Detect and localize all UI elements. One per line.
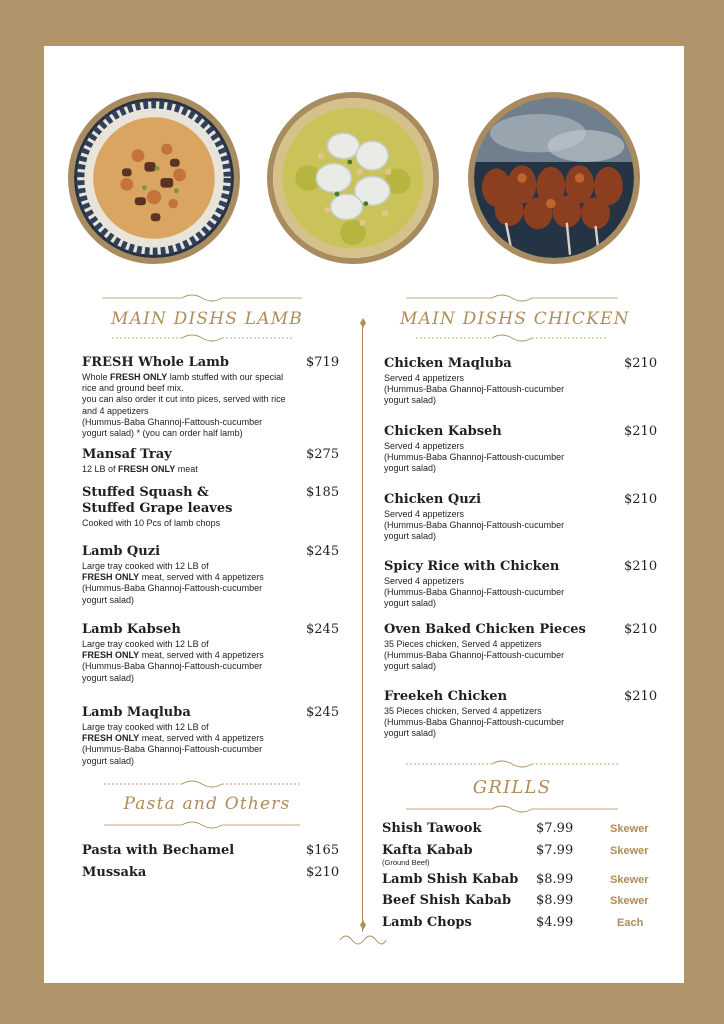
description-line: you can also order it cut into pices, served with rice bbox=[82, 394, 286, 405]
pasta-bottom-ornament-icon bbox=[104, 819, 300, 831]
lamb-item bbox=[82, 355, 302, 439]
item-price: $4.99 bbox=[536, 915, 574, 930]
item-name: Lamb Quzi bbox=[82, 544, 161, 559]
item-unit: Skewer bbox=[610, 895, 649, 907]
description-line: yogurt salad) bbox=[384, 728, 437, 739]
lamb-item bbox=[82, 622, 302, 684]
item-name: Lamb Kabseh bbox=[82, 622, 181, 637]
item-description bbox=[82, 518, 302, 529]
item-price: $8.99 bbox=[536, 893, 574, 908]
description-line: FRESH ONLY meat, served with 4 appetizers bbox=[82, 733, 264, 744]
item-name: Spicy Rice with Chicken bbox=[384, 559, 560, 574]
description-line: rice and ground beef mix. bbox=[82, 383, 184, 394]
divider-bottom-finial-icon bbox=[356, 918, 370, 930]
lamb-item bbox=[82, 485, 302, 529]
item-price: $245 bbox=[306, 622, 340, 637]
menu-page bbox=[44, 46, 684, 983]
item-name: Chicken Kabseh bbox=[384, 424, 502, 439]
divider-top-finial-icon bbox=[356, 318, 370, 330]
grills-section-title: GRILLS bbox=[472, 777, 552, 798]
item-price: $275 bbox=[306, 447, 340, 462]
center-divider-line bbox=[362, 320, 363, 932]
item-name: Shish Tawook bbox=[382, 821, 482, 836]
item-price: $7.99 bbox=[536, 843, 574, 858]
chicken-item bbox=[384, 622, 624, 673]
item-price: $210 bbox=[624, 559, 658, 574]
item-name: Lamb Shish Kabab bbox=[382, 872, 519, 887]
item-description bbox=[82, 372, 302, 439]
description-line: yogurt salad) bbox=[384, 598, 437, 609]
description-line: 12 LB of FRESH ONLY meat bbox=[82, 464, 198, 474]
chicken-item bbox=[384, 492, 614, 543]
item-description bbox=[384, 576, 614, 610]
item-name: Chicken Quzi bbox=[384, 492, 482, 507]
chicken-item bbox=[384, 424, 614, 475]
description-line: Large tray cooked with 12 LB of bbox=[82, 561, 209, 571]
item-description bbox=[384, 441, 614, 475]
description-line: Served 4 appetizers bbox=[384, 576, 465, 586]
grill-item bbox=[382, 872, 518, 888]
item-price: $719 bbox=[306, 355, 340, 370]
lamb-section-title: MAIN DISHS LAMB bbox=[110, 309, 303, 329]
item-description bbox=[82, 722, 302, 767]
lamb-item bbox=[82, 705, 302, 767]
description-line: (Hummus-Baba Ghannoj-Fattoush-cucumber bbox=[82, 583, 263, 594]
item-unit: Skewer bbox=[610, 874, 649, 886]
description-line: Whole FRESH ONLY lamb stuffed with our special bbox=[82, 372, 284, 382]
chicken-item bbox=[384, 559, 614, 610]
item-name-line-2: Stuffed Grape leaves bbox=[82, 501, 233, 516]
item-name: Stuffed Squash & bbox=[82, 485, 209, 500]
item-name: Lamb Maqluba bbox=[82, 705, 191, 720]
item-price: $210 bbox=[624, 356, 658, 371]
description-line: FRESH ONLY meat, served with 4 appetizers bbox=[82, 572, 264, 583]
chicken-top-ornament-icon bbox=[406, 292, 618, 304]
item-name: Pasta with Bechamel bbox=[82, 843, 235, 858]
grill-item bbox=[382, 893, 511, 909]
item-price: $185 bbox=[306, 485, 340, 500]
grill-item bbox=[382, 915, 472, 931]
lamb-item bbox=[82, 447, 302, 475]
description-line: (Hummus-Baba Ghannoj-Fattoush-cucumber bbox=[384, 650, 565, 661]
item-unit: Skewer bbox=[610, 845, 649, 857]
item-price: $210 bbox=[624, 622, 658, 637]
item-description bbox=[82, 639, 302, 684]
item-description bbox=[384, 639, 624, 673]
item-subtitle: (Ground Beef) bbox=[382, 858, 430, 867]
description-line: (Hummus-Baba Ghannoj-Fattoush-cucumber bbox=[384, 384, 565, 395]
lamb-bottom-ornament-icon bbox=[112, 332, 292, 344]
item-name: Oven Baked Chicken Pieces bbox=[384, 622, 586, 637]
item-price: $7.99 bbox=[536, 821, 574, 836]
pasta-item bbox=[82, 843, 234, 859]
item-description bbox=[82, 464, 302, 475]
description-line: (Hummus-Baba Ghannoj-Fattoush-cucumber bbox=[82, 744, 263, 755]
description-line: Large tray cooked with 12 LB of bbox=[82, 639, 209, 649]
description-line: (Hummus-Baba Ghannoj-Fattoush-cucumber bbox=[384, 717, 565, 728]
description-line: Cooked with 10 Pcs of lamb chops bbox=[82, 518, 221, 528]
description-line: 35 Pieces chicken, Served 4 appetizers bbox=[384, 639, 542, 649]
description-line: yogurt salad) bbox=[384, 531, 437, 542]
item-price: $245 bbox=[306, 544, 340, 559]
grill-item bbox=[382, 821, 481, 837]
description-line: (Hummus-Baba Ghannoj-Fattoush-cucumber bbox=[82, 416, 263, 427]
description-line: yogurt salad) bbox=[384, 395, 437, 406]
description-line: (Hummus-Baba Ghannoj-Fattoush-cucumber bbox=[82, 661, 263, 672]
description-line: yogurt salad) bbox=[82, 755, 135, 766]
description-line: (Hummus-Baba Ghannoj-Fattoush-cucumber bbox=[384, 520, 565, 531]
item-price: $8.99 bbox=[536, 872, 574, 887]
grilled-skewers-photo bbox=[468, 92, 640, 264]
chicken-section-title: MAIN DISHS CHICKEN bbox=[400, 309, 630, 329]
description-line: and 4 appetizers bbox=[82, 405, 149, 416]
item-name: Chicken Maqluba bbox=[384, 356, 512, 371]
pasta-section-title: Pasta and Others bbox=[123, 794, 291, 814]
item-name: FRESH Whole Lamb bbox=[82, 355, 230, 370]
item-description bbox=[384, 373, 614, 407]
description-line: Served 4 appetizers bbox=[384, 441, 465, 451]
item-name: Lamb Chops bbox=[382, 915, 472, 930]
lamb-top-ornament-icon bbox=[102, 292, 302, 304]
description-line: Large tray cooked with 12 LB of bbox=[82, 722, 209, 732]
item-description bbox=[82, 561, 302, 606]
chicken-bottom-ornament-icon bbox=[416, 332, 608, 344]
grills-top-ornament-icon bbox=[406, 758, 618, 770]
item-price: $245 bbox=[306, 705, 340, 720]
description-line: Served 4 appetizers bbox=[384, 509, 465, 519]
item-unit: Skewer bbox=[610, 823, 649, 835]
item-price: $165 bbox=[306, 843, 340, 858]
mansaf-chicken-rice-photo bbox=[267, 92, 439, 264]
rice-lamb-platter-photo bbox=[68, 92, 240, 264]
item-name: Mansaf Tray bbox=[82, 447, 172, 462]
pasta-item bbox=[82, 865, 146, 881]
description-line: (Hummus-Baba Ghannoj-Fattoush-cucumber bbox=[384, 452, 565, 463]
item-price: $210 bbox=[306, 865, 340, 880]
description-line: yogurt salad) bbox=[82, 672, 135, 683]
lamb-item bbox=[82, 544, 302, 606]
description-line: (Hummus-Baba Ghannoj-Fattoush-cucumber bbox=[384, 587, 565, 598]
item-name: Freekeh Chicken bbox=[384, 689, 508, 704]
description-line: Served 4 appetizers bbox=[384, 373, 465, 383]
description-line: yogurt salad) bbox=[384, 661, 437, 672]
description-line: yogurt salad) bbox=[82, 594, 135, 605]
grill-item bbox=[382, 843, 473, 867]
description-line: FRESH ONLY meat, served with 4 appetizers bbox=[82, 650, 264, 661]
description-line: 35 Pieces chicken, Served 4 appetizers bbox=[384, 706, 542, 716]
item-name: Beef Shish Kabab bbox=[382, 893, 512, 908]
item-price: $210 bbox=[624, 689, 658, 704]
bottom-flourish-icon bbox=[338, 934, 388, 946]
item-unit: Each bbox=[617, 917, 644, 929]
item-name: Mussaka bbox=[82, 865, 147, 880]
grills-bottom-ornament-icon bbox=[406, 803, 618, 815]
description-line: yogurt salad) bbox=[384, 463, 437, 474]
item-description bbox=[384, 706, 614, 740]
item-name: Kafta Kabab bbox=[382, 843, 473, 858]
pasta-top-ornament-icon bbox=[104, 778, 300, 790]
item-price: $210 bbox=[624, 492, 658, 507]
item-description bbox=[384, 509, 614, 543]
chicken-item bbox=[384, 689, 614, 740]
item-price: $210 bbox=[624, 424, 658, 439]
description-line: yogurt salad) * (you can order half lamb) bbox=[82, 428, 243, 439]
chicken-item bbox=[384, 356, 614, 407]
